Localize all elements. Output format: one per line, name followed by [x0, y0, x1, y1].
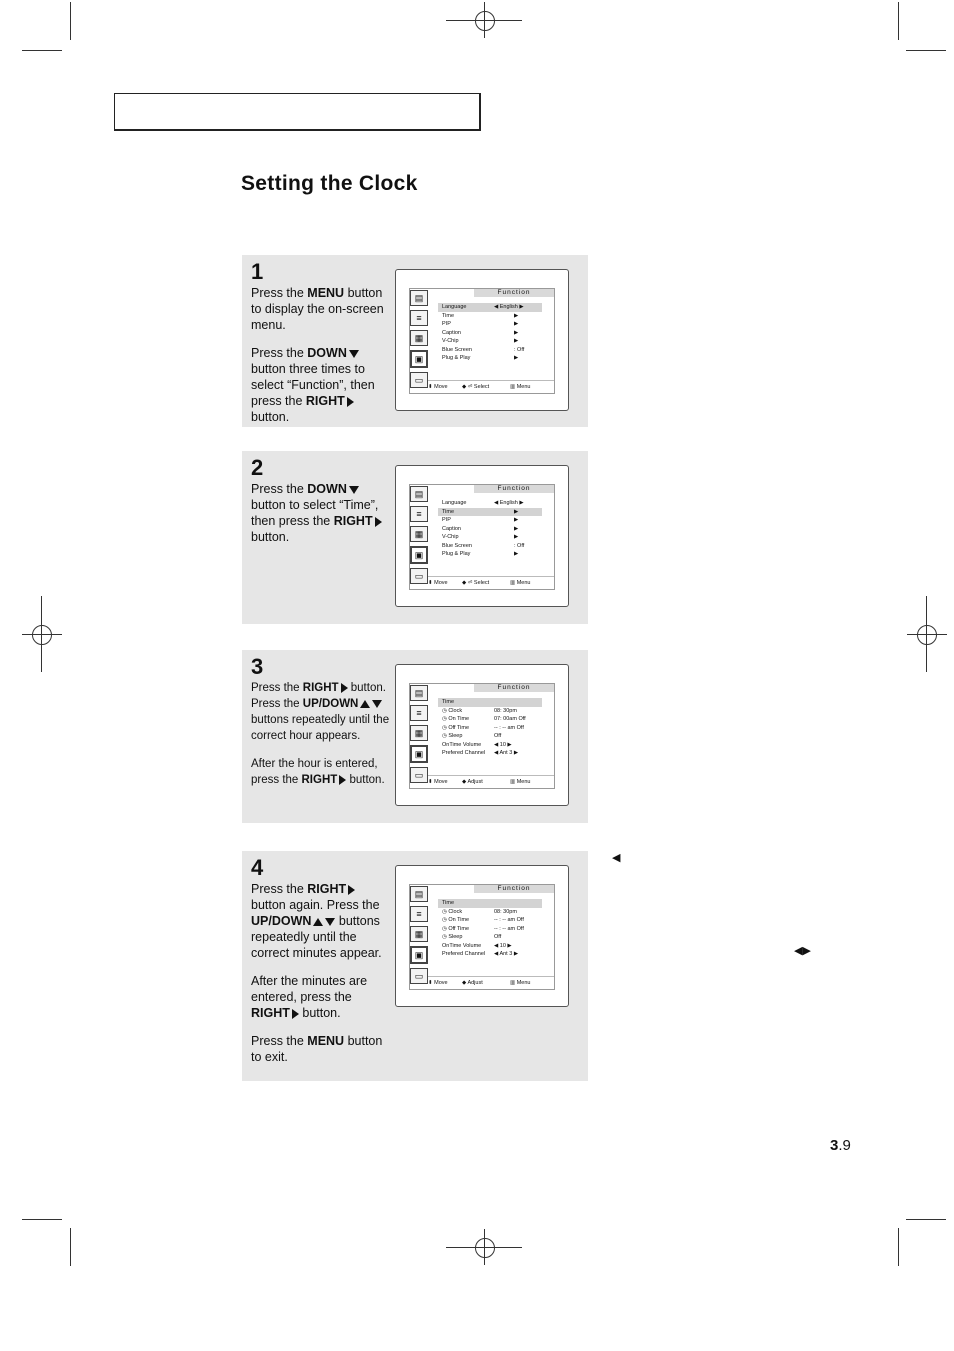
menu-footer — [410, 576, 554, 589]
menu-row — [438, 542, 542, 551]
menu-row-label: Time — [442, 699, 455, 705]
menu-footer-hint: ⬍ Move — [428, 779, 448, 785]
menu-panel — [409, 884, 555, 990]
menu-row — [438, 337, 542, 346]
menu-row-value: ◀ English ▶ — [494, 304, 524, 310]
chapter-header-box — [114, 93, 481, 131]
crop-mark — [70, 2, 71, 40]
menu-footer-hint: ⬍ Move — [428, 580, 448, 586]
menu-panel — [409, 683, 555, 789]
menu-row-label: Caption — [442, 525, 461, 532]
instruction-text: button. — [298, 1006, 341, 1020]
menu-footer-hint: ▥ Menu — [510, 980, 531, 986]
menu-row-indicator: ▶ — [514, 551, 519, 557]
up-arrow-icon — [313, 918, 323, 926]
menu-rows — [438, 499, 542, 559]
menu-row-value: -- : -- am Off — [494, 925, 524, 932]
crop-mark — [906, 1219, 946, 1220]
right-arrow-icon — [375, 517, 382, 527]
menu-row-label: ◷ Clock — [442, 908, 463, 915]
button-name: UP/DOWN — [302, 698, 359, 710]
menu-footer-hint: ⬍ Move — [428, 384, 448, 390]
step-number: 4 — [251, 855, 264, 880]
instruction-text: button to display the on-screen menu. — [251, 286, 384, 332]
instruction-text: After the hour is entered, press the — [251, 758, 378, 786]
menu-row-value: ◀ Ant 3 ▶ — [494, 951, 519, 957]
menu-row — [438, 499, 542, 508]
menu-row — [438, 516, 542, 525]
function-menu-icon: ▣ — [410, 946, 428, 964]
menu-row — [438, 533, 542, 542]
down-arrow-icon — [349, 350, 359, 358]
menu-row-label: OnTime Volume — [442, 942, 482, 949]
menu-row — [438, 916, 542, 925]
menu-footer-hint: ◆ Adjust — [462, 980, 483, 986]
menu-row-indicator: ▶ — [514, 517, 519, 523]
menu-row-label: Language — [442, 500, 467, 506]
menu-header: Function — [474, 684, 554, 692]
menu-row-indicator: ▶ — [514, 355, 519, 361]
menu-footer — [410, 380, 554, 393]
menu-row — [438, 899, 542, 908]
menu-row-label: Plug & Play — [442, 551, 471, 557]
instruction-text: button. Press the — [251, 682, 386, 710]
menu-row-label: ◷ Sleep — [442, 733, 463, 739]
button-name: RIGHT — [301, 774, 338, 786]
right-arrow-icon — [341, 683, 348, 693]
menu-row-value: 07: 00am Off — [494, 716, 526, 722]
down-arrow-icon — [349, 486, 359, 494]
registration-mark — [475, 1238, 495, 1258]
sound-menu-icon: ≡ — [410, 310, 428, 326]
page-title: Setting the Clock — [241, 172, 418, 195]
step-panel-4 — [242, 851, 588, 1081]
instruction-paragraph — [251, 345, 393, 425]
menu-row-label: V-Chip — [442, 338, 459, 344]
menu-category-icons — [410, 290, 428, 392]
menu-row — [438, 312, 542, 321]
instruction-text: button to exit. — [251, 1034, 383, 1064]
menu-category-icons — [410, 685, 428, 787]
menu-row-label: Time — [442, 312, 455, 319]
step-number: 2 — [251, 455, 264, 480]
menu-row — [438, 707, 542, 716]
menu-row — [438, 724, 542, 733]
menu-row-value: 08: 30pm — [494, 908, 517, 915]
menu-rows — [438, 899, 542, 959]
crop-mark — [906, 50, 946, 51]
menu-panel — [409, 484, 555, 590]
menu-row-value: Off — [494, 733, 502, 739]
crop-mark — [22, 1219, 62, 1220]
function-menu-icon: ▣ — [410, 745, 428, 763]
menu-row — [438, 942, 542, 951]
menu-row-label: Caption — [442, 329, 461, 336]
button-name: MENU — [307, 1034, 345, 1048]
tv-menu-screen — [395, 664, 569, 806]
sound-menu-icon: ≡ — [410, 705, 428, 721]
button-name: UP/DOWN — [251, 914, 312, 928]
instruction-paragraph — [251, 756, 393, 788]
menu-row-label: ◷ Sleep — [442, 934, 463, 940]
right-arrow-icon — [347, 397, 354, 407]
menu-row-label: ◷ On Time — [442, 716, 470, 722]
menu-footer-hint: ◆ ⏎ Select — [462, 384, 490, 390]
step-instructions — [251, 285, 393, 437]
instruction-paragraph — [251, 1033, 393, 1065]
menu-row-indicator: ▶ — [514, 525, 519, 532]
instruction-paragraph — [251, 481, 393, 545]
channel-menu-icon: ▦ — [410, 526, 428, 542]
menu-row — [438, 550, 542, 559]
button-name: RIGHT — [251, 1006, 290, 1020]
instruction-text: button. — [251, 410, 290, 424]
menu-row — [438, 732, 542, 741]
tv-menu-screen — [395, 269, 569, 411]
menu-row — [438, 925, 542, 934]
menu-category-icons — [410, 886, 428, 988]
menu-row-indicator: ▶ — [514, 329, 519, 336]
crop-mark — [22, 50, 62, 51]
picture-menu-icon: ▤ — [410, 290, 428, 306]
menu-row-indicator: ▶ — [514, 338, 519, 344]
setup-menu-icon: ▭ — [410, 372, 428, 388]
button-name: RIGHT — [305, 394, 345, 408]
picture-menu-icon: ▤ — [410, 886, 428, 902]
step-panel-1 — [242, 255, 588, 427]
instruction-text: Press the — [251, 682, 303, 694]
instruction-text: Press the — [251, 1034, 308, 1048]
menu-row — [438, 320, 542, 329]
menu-row-indicator: : Off — [514, 346, 525, 353]
menu-row-label: Language — [442, 304, 467, 310]
menu-row-value: -- : -- am Off — [494, 917, 524, 923]
step-number: 3 — [251, 654, 264, 679]
setup-menu-icon: ▭ — [410, 767, 428, 783]
sound-menu-icon: ≡ — [410, 506, 428, 522]
step-instructions — [251, 680, 393, 800]
instruction-text: button. — [251, 530, 290, 544]
instruction-text: Press the — [251, 882, 308, 896]
instruction-text: buttons repeatedly until the correct hour appears. — [251, 714, 390, 742]
menu-row-indicator: ▶ — [514, 312, 519, 319]
setup-menu-icon: ▭ — [410, 968, 428, 984]
menu-footer-hint: ⬍ Move — [428, 980, 448, 986]
menu-row-value: ◀ Ant 3 ▶ — [494, 750, 519, 756]
crop-mark — [898, 2, 899, 40]
registration-mark — [917, 625, 937, 645]
menu-row-label: V-Chip — [442, 534, 459, 540]
menu-row-label: Blue Screen — [442, 346, 472, 353]
menu-row-label: PIP — [442, 321, 451, 327]
menu-row — [438, 749, 542, 758]
sound-menu-icon: ≡ — [410, 906, 428, 922]
menu-header: Function — [474, 485, 554, 493]
menu-row — [438, 329, 542, 338]
button-name: RIGHT — [302, 682, 339, 694]
step-instructions — [251, 881, 393, 1077]
menu-row-label: PIP — [442, 517, 451, 523]
channel-menu-icon: ▦ — [410, 330, 428, 346]
menu-rows — [438, 303, 542, 363]
instruction-paragraph — [251, 285, 393, 333]
instruction-text: button to select “Time”, then press the — [251, 498, 379, 528]
step-number: 1 — [251, 259, 264, 284]
menu-row-indicator: ▶ — [514, 534, 519, 540]
instruction-paragraph — [251, 881, 393, 961]
step-instructions — [251, 481, 393, 557]
tv-menu-screen — [395, 465, 569, 607]
menu-footer-hint: ▥ Menu — [510, 779, 531, 785]
instruction-text: Press the — [251, 482, 308, 496]
channel-menu-icon: ▦ — [410, 725, 428, 741]
menu-row — [438, 715, 542, 724]
menu-footer — [410, 775, 554, 788]
menu-category-icons — [410, 486, 428, 588]
crop-mark — [70, 1228, 71, 1266]
menu-row — [438, 908, 542, 917]
picture-menu-icon: ▤ — [410, 685, 428, 701]
menu-row-indicator: ▶ — [514, 321, 519, 327]
instruction-text: buttons repeatedly until the correct minutes appear. — [251, 914, 382, 960]
menu-row-label: Time — [442, 900, 455, 906]
instruction-text: Press the — [251, 346, 308, 360]
up-arrow-icon — [360, 700, 370, 708]
menu-row — [438, 950, 542, 959]
instruction-text: After the minutes are entered, press the — [251, 974, 368, 1004]
crop-mark — [898, 1228, 899, 1266]
menu-rows — [438, 698, 542, 758]
menu-footer-hint: ◆ ⏎ Select — [462, 580, 490, 586]
setup-menu-icon: ▭ — [410, 568, 428, 584]
menu-footer — [410, 976, 554, 989]
left-right-arrows-icon: ◀▶ — [794, 945, 811, 957]
menu-row-label: Prefered Channel — [442, 951, 486, 957]
menu-header: Function — [474, 289, 554, 297]
menu-row-label: OnTime Volume — [442, 741, 482, 748]
button-name: DOWN — [307, 482, 347, 496]
right-arrow-icon — [292, 1009, 299, 1019]
menu-row — [438, 303, 542, 312]
menu-footer-hint: ▥ Menu — [510, 384, 531, 390]
menu-row-value: ◀ 10 ▶ — [494, 741, 512, 748]
button-name: MENU — [307, 286, 345, 300]
instruction-text: button three times to select “Function”, then press the — [251, 362, 375, 408]
tv-menu-screen — [395, 865, 569, 1007]
down-arrow-icon — [372, 700, 382, 708]
menu-row — [438, 354, 542, 363]
menu-row — [438, 508, 542, 517]
menu-row — [438, 741, 542, 750]
down-arrow-icon — [325, 918, 335, 926]
button-name: RIGHT — [333, 514, 373, 528]
menu-row-indicator: ▶ — [514, 508, 519, 515]
instruction-text: button again. Press the — [251, 898, 380, 912]
menu-row — [438, 698, 542, 707]
menu-row-label: Prefered Channel — [442, 750, 486, 756]
menu-footer-hint: ◆ Adjust — [462, 779, 483, 785]
menu-row-label: Time — [442, 508, 455, 515]
menu-row-indicator: : Off — [514, 542, 525, 549]
menu-row — [438, 346, 542, 355]
menu-header: Function — [474, 885, 554, 893]
menu-row-label: ◷ Off Time — [442, 724, 470, 731]
menu-row-label: Plug & Play — [442, 355, 471, 361]
step-panel-2 — [242, 451, 588, 624]
function-menu-icon: ▣ — [410, 350, 428, 368]
menu-row-label: ◷ Off Time — [442, 925, 470, 932]
picture-menu-icon: ▤ — [410, 486, 428, 502]
function-menu-icon: ▣ — [410, 546, 428, 564]
menu-row — [438, 525, 542, 534]
channel-menu-icon: ▦ — [410, 926, 428, 942]
instruction-paragraph — [251, 973, 393, 1021]
menu-row-label: ◷ On Time — [442, 917, 470, 923]
menu-row-value: -- : -- am Off — [494, 724, 524, 731]
menu-footer-hint: ▥ Menu — [510, 580, 531, 586]
menu-row-value: Off — [494, 934, 502, 940]
instruction-text: button. — [346, 774, 385, 786]
instruction-text: Press the — [251, 286, 308, 300]
menu-row-value: ◀ English ▶ — [494, 500, 524, 506]
button-name: RIGHT — [307, 882, 347, 896]
registration-mark — [32, 625, 52, 645]
left-arrow-icon: ◀ — [612, 852, 621, 864]
button-name: DOWN — [307, 346, 347, 360]
menu-row-label: ◷ Clock — [442, 707, 463, 714]
right-arrow-icon — [348, 885, 355, 895]
page-number: 3.9 — [830, 1137, 851, 1154]
menu-row-value: ◀ 10 ▶ — [494, 942, 512, 949]
menu-row — [438, 933, 542, 942]
registration-mark — [475, 11, 495, 31]
step-panel-3 — [242, 650, 588, 823]
menu-row-value: 08: 30pm — [494, 707, 517, 714]
menu-panel — [409, 288, 555, 394]
menu-row-label: Blue Screen — [442, 542, 472, 549]
instruction-paragraph — [251, 680, 393, 744]
